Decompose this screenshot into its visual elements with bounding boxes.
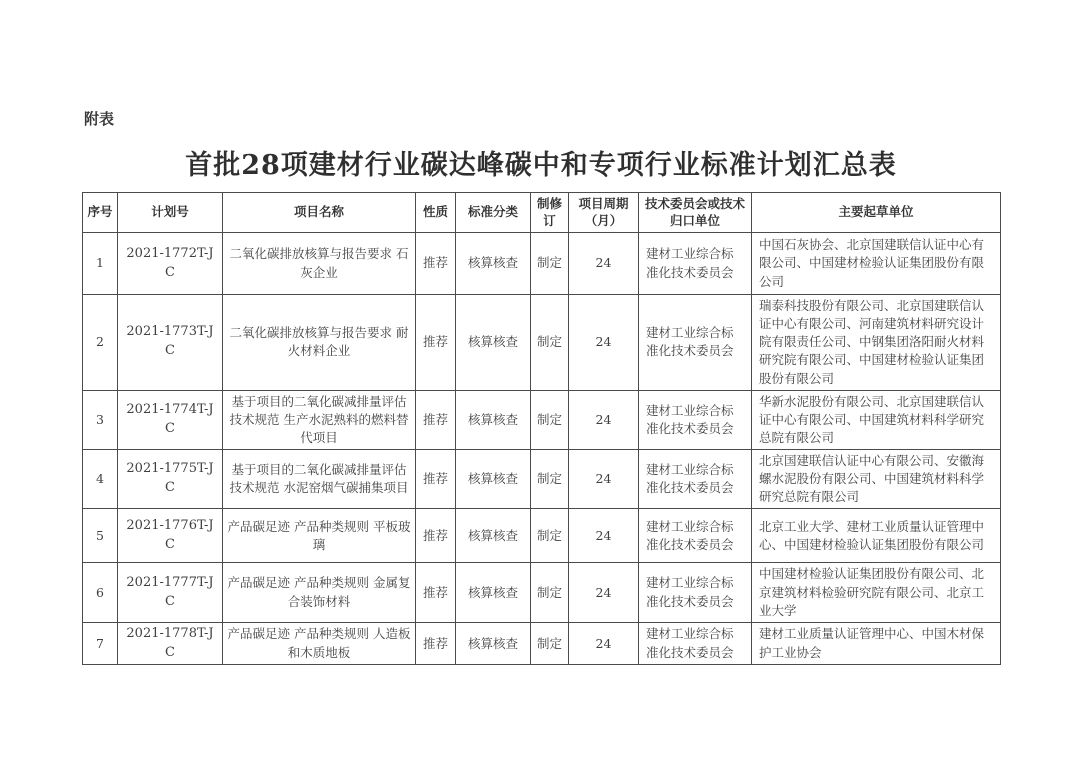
table-cell: 中国石灰协会、北京国建联信认证中心有限公司、中国建材检验认证集团股份有限公司 <box>752 233 1001 295</box>
table-cell: 24 <box>569 563 639 622</box>
table-cell: 制定 <box>531 233 569 295</box>
column-header: 制修订 <box>531 193 569 233</box>
table-cell: 推荐 <box>416 509 456 563</box>
table-cell: 制定 <box>531 509 569 563</box>
table-cell: 推荐 <box>416 233 456 295</box>
table-cell: 7 <box>83 622 118 665</box>
table-cell: 核算核查 <box>456 622 531 665</box>
table-cell: 中国建材检验认证集团股份有限公司、北京建筑材料检验研究院有限公司、北京工业大学 <box>752 563 1001 622</box>
table-cell: 核算核查 <box>456 233 531 295</box>
table-cell: 建材工业综合标准化技术委员会 <box>639 295 752 391</box>
table-cell: 制定 <box>531 295 569 391</box>
column-header: 项目周期（月） <box>569 193 639 233</box>
table-cell: 24 <box>569 450 639 509</box>
column-header: 性质 <box>416 193 456 233</box>
table-cell: 2021-1772T-JC <box>118 233 223 295</box>
table-cell: 基于项目的二氧化碳减排量评估技术规范 生产水泥熟料的燃料替代项目 <box>223 390 416 449</box>
table-cell: 2021-1778T-JC <box>118 622 223 665</box>
appendix-label: 附表 <box>84 110 115 128</box>
document-content <box>82 108 1000 665</box>
table-cell: 推荐 <box>416 295 456 391</box>
table-cell: 建材工业综合标准化技术委员会 <box>639 233 752 295</box>
table-row <box>83 563 1001 622</box>
table-cell: 二氧化碳排放核算与报告要求 石灰企业 <box>223 233 416 295</box>
table-cell: 北京工业大学、建材工业质量认证管理中心、中国建材检验认证集团股份有限公司 <box>752 509 1001 563</box>
table-cell: 制定 <box>531 622 569 665</box>
column-header: 技术委员会或技术归口单位 <box>639 193 752 233</box>
table-cell: 核算核查 <box>456 450 531 509</box>
table-cell: 建材工业综合标准化技术委员会 <box>639 390 752 449</box>
table-cell: 建材工业综合标准化技术委员会 <box>639 450 752 509</box>
table-cell: 24 <box>569 295 639 391</box>
table-cell: 建材工业质量认证管理中心、中国木材保护工业协会 <box>752 622 1001 665</box>
table-cell: 6 <box>83 563 118 622</box>
table-cell: 3 <box>83 390 118 449</box>
table-cell: 2021-1773T-JC <box>118 295 223 391</box>
table-cell: 2021-1775T-JC <box>118 450 223 509</box>
table-row <box>83 622 1001 665</box>
table-row <box>83 450 1001 509</box>
table-cell: 4 <box>83 450 118 509</box>
table-cell: 制定 <box>531 390 569 449</box>
table-cell: 产品碳足迹 产品种类规则 平板玻璃 <box>223 509 416 563</box>
table-cell: 核算核查 <box>456 390 531 449</box>
column-header: 序号 <box>83 193 118 233</box>
column-header: 主要起草单位 <box>752 193 1001 233</box>
table-row <box>83 509 1001 563</box>
table-cell: 华新水泥股份有限公司、北京国建联信认证中心有限公司、中国建筑材料科学研究总院有限公司 <box>752 390 1001 449</box>
column-header: 计划号 <box>118 193 223 233</box>
table-cell: 2021-1774T-JC <box>118 390 223 449</box>
table-cell: 2021-1777T-JC <box>118 563 223 622</box>
table-cell: 推荐 <box>416 450 456 509</box>
standards-plan-table <box>82 192 1001 665</box>
table-cell: 瑞泰科技股份有限公司、北京国建联信认证中心有限公司、河南建筑材料研究设计院有限责任公司、中钢集团洛阳耐火材料研究院有限公司、中国建材检验认证集团股份有限公司 <box>752 295 1001 391</box>
table-cell: 推荐 <box>416 390 456 449</box>
table-row <box>83 295 1001 391</box>
table-cell: 北京国建联信认证中心有限公司、安徽海螺水泥股份有限公司、中国建筑材料科学研究总院有限公司 <box>752 450 1001 509</box>
table-row <box>83 390 1001 449</box>
table-cell: 基于项目的二氧化碳减排量评估技术规范 水泥窑烟气碳捕集项目 <box>223 450 416 509</box>
table-cell: 产品碳足迹 产品种类规则 人造板和木质地板 <box>223 622 416 665</box>
table-cell: 核算核查 <box>456 563 531 622</box>
page-title: 首批28项建材行业碳达峰碳中和专项行业标准计划汇总表 <box>185 150 897 181</box>
table-cell: 建材工业综合标准化技术委员会 <box>639 622 752 665</box>
table-cell: 5 <box>83 509 118 563</box>
table-header-row <box>83 193 1001 233</box>
table-cell: 建材工业综合标准化技术委员会 <box>639 509 752 563</box>
table-cell: 核算核查 <box>456 295 531 391</box>
table-cell: 二氧化碳排放核算与报告要求 耐火材料企业 <box>223 295 416 391</box>
table-cell: 2021-1776T-JC <box>118 509 223 563</box>
column-header: 标准分类 <box>456 193 531 233</box>
table-cell: 推荐 <box>416 622 456 665</box>
column-header: 项目名称 <box>223 193 416 233</box>
table-cell: 24 <box>569 233 639 295</box>
table-cell: 24 <box>569 509 639 563</box>
table-cell: 制定 <box>531 450 569 509</box>
table-cell: 1 <box>83 233 118 295</box>
table-cell: 24 <box>569 390 639 449</box>
table-cell: 核算核查 <box>456 509 531 563</box>
table-cell: 建材工业综合标准化技术委员会 <box>639 563 752 622</box>
table-cell: 2 <box>83 295 118 391</box>
table-row <box>83 233 1001 295</box>
table-cell: 制定 <box>531 563 569 622</box>
table-cell: 推荐 <box>416 563 456 622</box>
table-cell: 24 <box>569 622 639 665</box>
table-cell: 产品碳足迹 产品种类规则 金属复合装饰材料 <box>223 563 416 622</box>
